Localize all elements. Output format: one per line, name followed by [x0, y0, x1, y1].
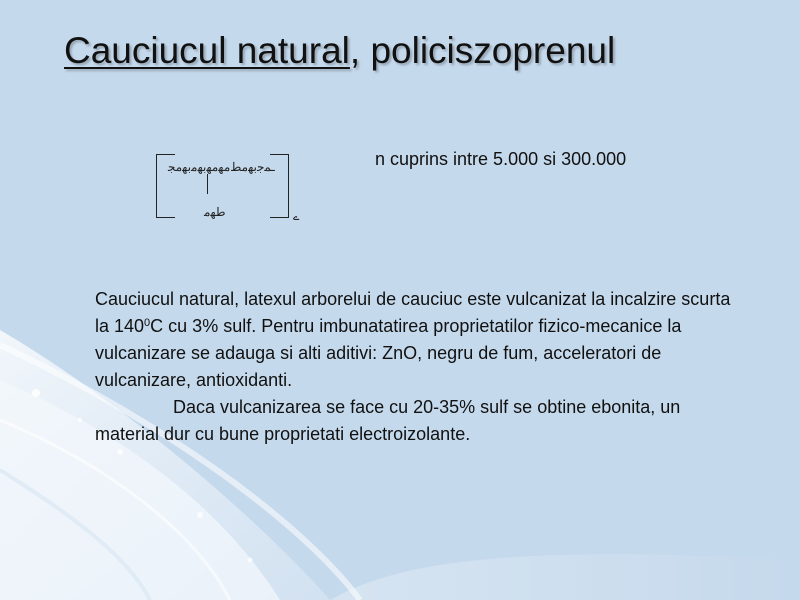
slide-title	[64, 30, 615, 72]
body-text	[95, 286, 745, 448]
formula-substituent: ﻃﻬﻣ	[204, 205, 226, 219]
paragraph1-part2: C cu 3% sulf. Pentru imbunatatirea proprietatilor fizico-mecanice la vulcanizare se adauga si alti aditivi: ZnO, negru de fum, acceleratori de vulcanizare, antioxidanti.	[95, 316, 682, 390]
formula-subscript: ے	[293, 211, 300, 223]
formula-main-chain: ـ‍ﻤﺟﺑﻬﻣﻂﻣﻬﻣﻬﺑﻬﻣﺑﻬﻣﺠ	[168, 160, 275, 174]
paragraph-vulcanization	[95, 286, 745, 394]
title-rest: , policiszoprenul	[349, 30, 616, 71]
formula-bond-line	[207, 174, 208, 194]
paragraph-ebonite: Daca vulcanizarea se face cu 20-35% sulf se obtine ebonita, un material dur cu bune proprietati electroizolante.	[95, 397, 681, 444]
polyisoprene-formula	[150, 150, 310, 225]
degree-of-polymerization-note: n cuprins intre 5.000 si 300.000	[375, 149, 627, 169]
title-underlined: Cauciucul natural	[64, 30, 350, 71]
degree-superscript: 0	[144, 317, 151, 329]
paragraph1-part1: Cauciucul natural, latexul arborelui de cauciuc este vulcanizat la incalzire scurta la 140	[95, 289, 731, 336]
